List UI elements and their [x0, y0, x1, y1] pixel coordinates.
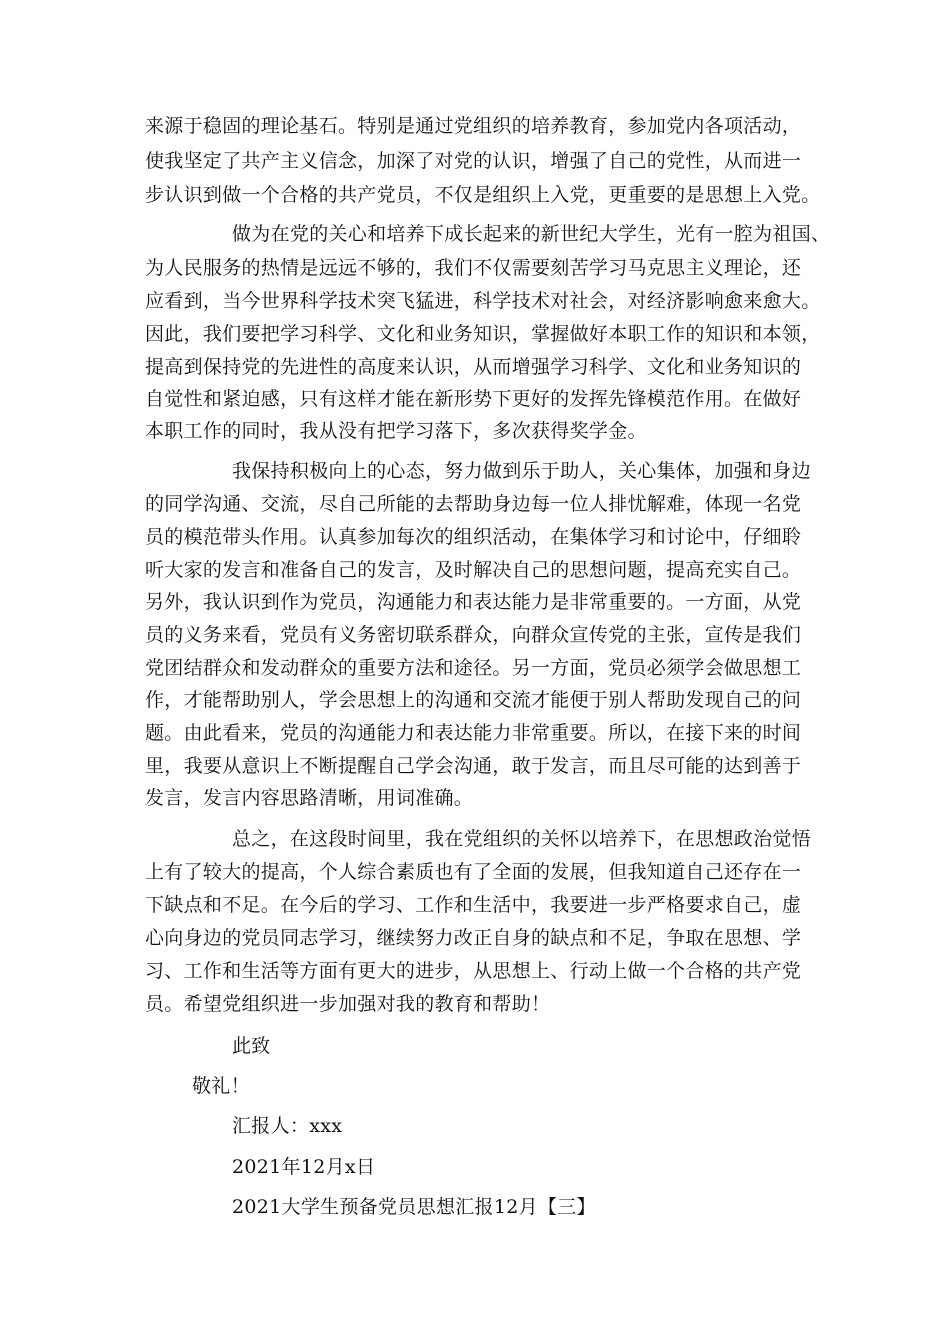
text-line: 步认识到做一个合格的共产党员，不仅是组织上入党，更重要的是思想上入党。	[145, 184, 821, 206]
text-line: 作，才能帮助别人，学会思想上的沟通和交流才能便于别人帮助发现自己的问	[145, 689, 802, 711]
text-line: 的同学沟通、交流，尽自己所能的去帮助身边每一位人排忧解难，体现一名党	[145, 493, 802, 515]
text-line: 党团结群众和发动群众的重要方法和途径。另一方面，党员必须学会做思想工	[145, 657, 802, 679]
reporter-signature: 汇报人：xxx	[232, 1115, 343, 1137]
text-line: 为人民服务的热情是远远不够的，我们不仅需要刻苦学习马克思主义理论，还	[145, 257, 802, 279]
text-line: 员。希望党组织进一步加强对我的教育和帮助！	[145, 993, 551, 1015]
text-line: 使我坚定了共产主义信念，加深了对党的认识，增强了自己的党性，从而进一	[145, 150, 802, 172]
text-line: 听大家的发言和准备自己的发言，及时解决自己的思想问题，提高充实自己。	[145, 559, 802, 581]
text-line: 员的义务来看，党员有义务密切联系群众，向群众宣传党的主张，宣传是我们	[145, 624, 802, 646]
text-line: 另外，我认识到作为党员，沟通能力和表达能力是非常重要的。一方面，从党	[145, 591, 802, 613]
text-line: 习、工作和生活等方面有更大的进步，从思想上、行动上做一个合格的共产党	[145, 960, 802, 982]
text-line: 本职工作的同时，我从没有把学习落下，多次获得奖学金。	[145, 420, 647, 442]
text-line: 题。由此看来，党员的沟通能力和表达能力非常重要。所以，在接下来的时间	[145, 722, 802, 744]
next-section-title: 2021大学生预备党员思想汇报12月【三】	[232, 1196, 596, 1218]
text-line: 上有了较大的提高，个人综合素质也有了全面的发展，但我知道自己还存在一	[145, 861, 802, 883]
text-line: 因此，我们要把学习科学、文化和业务知识，掌握做好本职工作的知识和本领，	[145, 323, 821, 345]
text-line: 里，我要从意识上不断提醒自己学会沟通，敢于发言，而且尽可能的达到善于	[145, 755, 802, 777]
text-line: 自觉性和紧迫感，只有这样才能在新形势下更好的发挥先锋模范作用。在做好	[145, 388, 802, 410]
text-line: 下缺点和不足。在今后的学习、工作和生活中，我要进一步严格要求自己，虚	[145, 894, 802, 916]
text-line: 心向身边的党员同志学习，继续努力改正自身的缺点和不足，争取在思想、学	[145, 927, 802, 949]
text-line: 来源于稳固的理论基石。特别是通过党组织的培养教育，参加党内各项活动，	[145, 115, 802, 137]
text-line: 员的模范带头作用。认真参加每次的组织活动，在集体学习和讨论中，仔细聆	[145, 526, 802, 548]
salute-text: 敬礼！	[192, 1075, 250, 1097]
text-line: 我保持积极向上的心态，努力做到乐于助人，关心集体，加强和身边	[232, 460, 812, 482]
text-line: 做为在党的关心和培养下成长起来的新世纪大学生，光有一腔为祖国、	[232, 223, 831, 245]
text-line: 总之，在这段时间里，我在党组织的关怀以培养下，在思想政治觉悟	[232, 828, 812, 850]
text-line: 应看到，当今世界科学技术突飞猛进，科学技术对社会，对经济影响愈来愈大。	[145, 290, 821, 312]
report-date: 2021年12月x日	[232, 1156, 376, 1178]
text-line: 提高到保持党的先进性的高度来认识，从而增强学习科学、文化和业务知识的	[145, 356, 802, 378]
closing-text: 此致	[232, 1035, 271, 1057]
text-line: 发言，发言内容思路清晰，用词准确。	[145, 787, 474, 809]
